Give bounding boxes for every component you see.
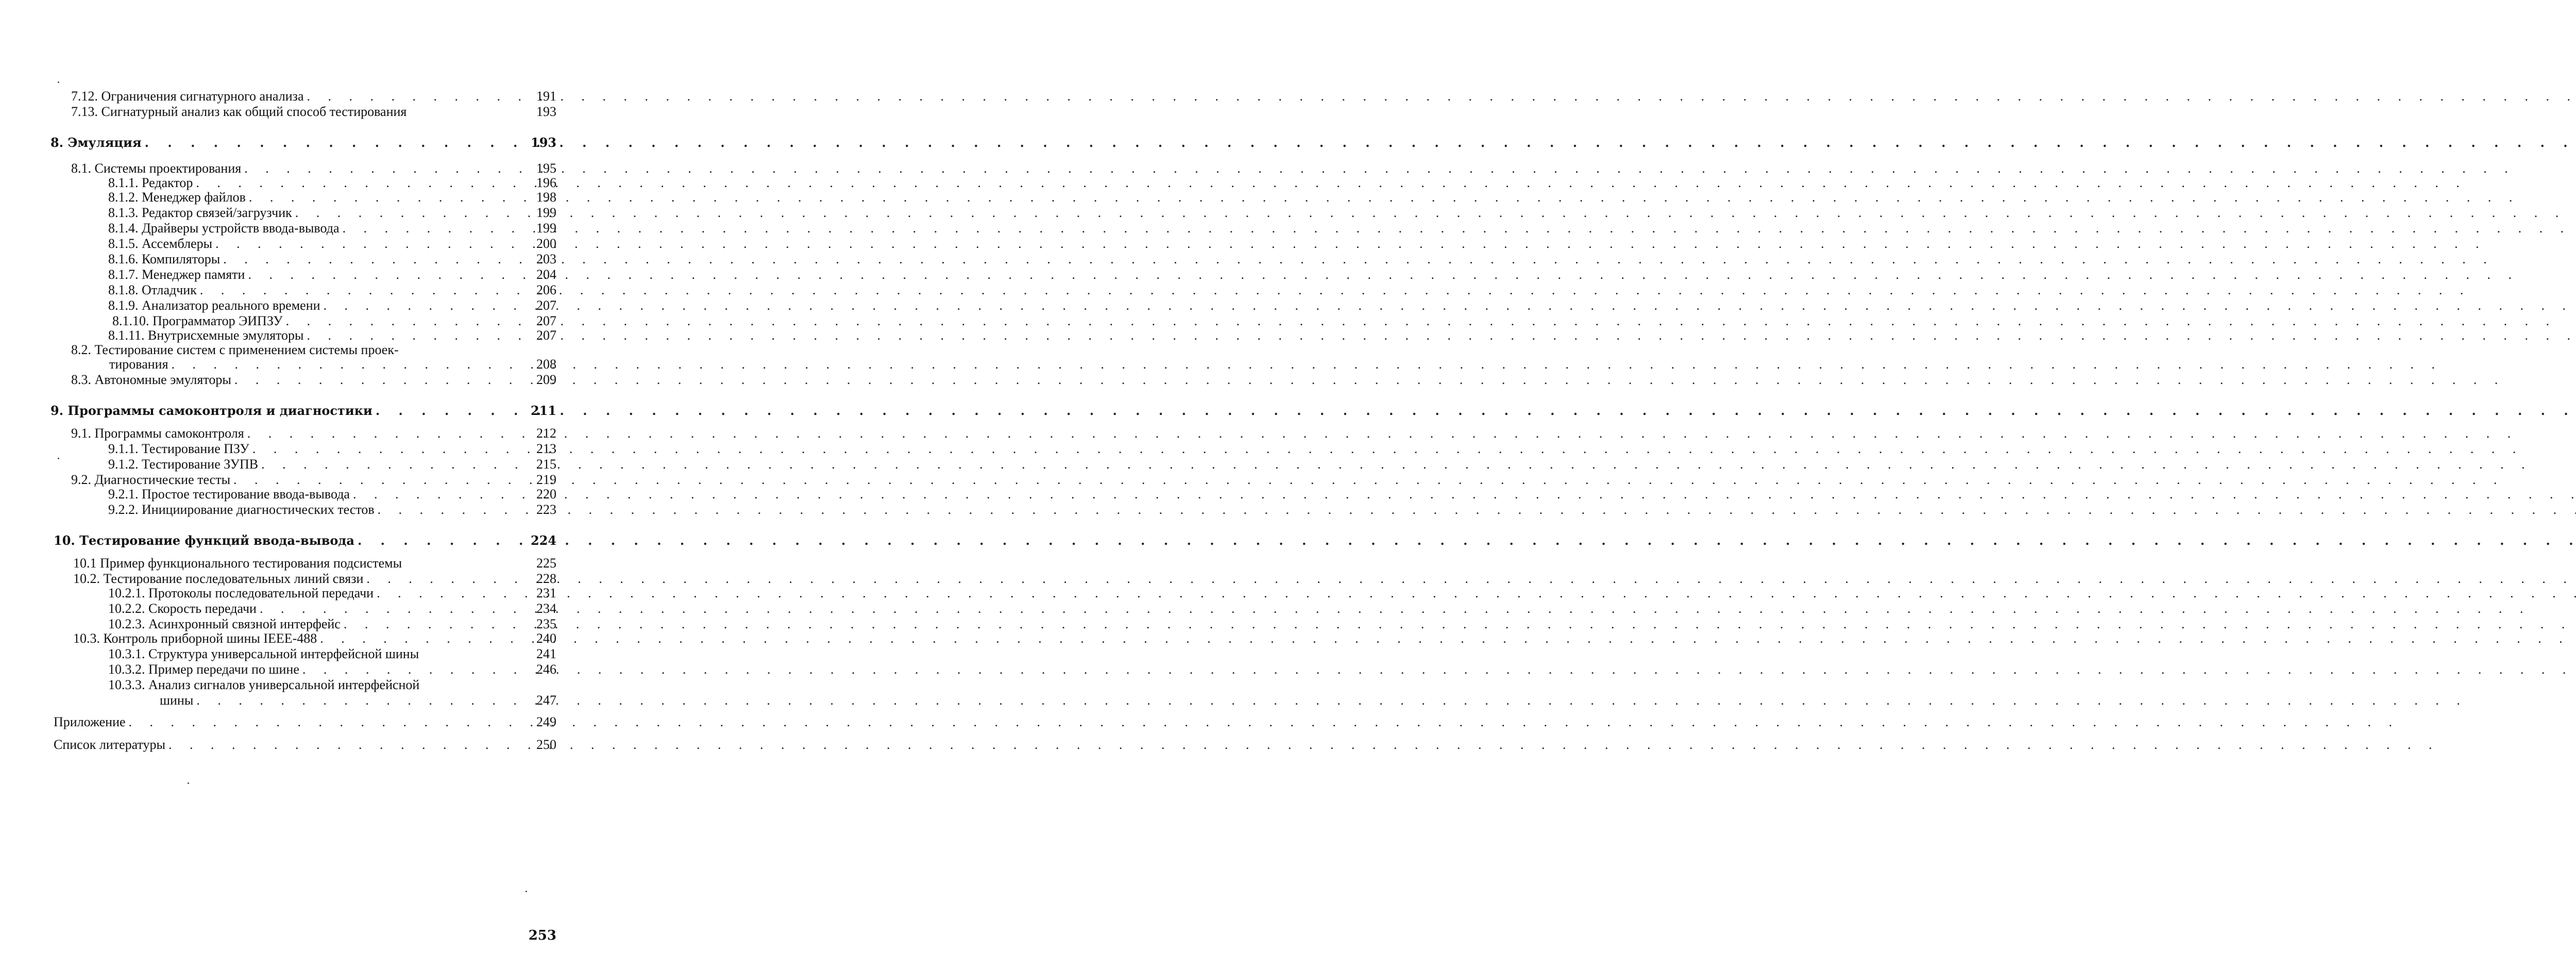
toc-entry-title: Тестирование систем с применением системы проек- xyxy=(94,342,399,357)
dot-leader xyxy=(343,221,2576,236)
dot-leader xyxy=(378,502,2576,518)
toc-entry-number: 10.2. xyxy=(73,571,104,586)
toc-entry xyxy=(71,342,526,358)
toc-entry-title: Структура универсальной интерфейсной шины xyxy=(148,646,419,661)
toc-entry-number: 10.2.3. xyxy=(108,616,148,631)
toc-entry-title: Пример передачи по шине xyxy=(148,662,299,677)
toc-entry-page: 212 xyxy=(536,426,556,441)
toc-entry xyxy=(108,267,556,282)
toc-entry-title: Скорость передачи xyxy=(148,601,257,616)
toc-entry xyxy=(108,616,556,632)
scan-speck xyxy=(58,81,59,83)
toc-entry-title: Асинхронный связной интерфейс xyxy=(148,616,341,631)
toc-entry-page: 234 xyxy=(536,601,556,616)
dot-leader xyxy=(376,403,2576,419)
toc-entry-page: 240 xyxy=(536,631,556,646)
toc-entry-number: 8.3. xyxy=(71,372,95,387)
toc-entry-title: Автономные эмуляторы xyxy=(94,372,231,387)
toc-entry xyxy=(108,205,556,221)
toc-entry-title: Редактор xyxy=(142,175,193,190)
toc-entry-page: 215 xyxy=(536,457,556,472)
book-page xyxy=(0,0,618,968)
toc-entry-number: 8.1.4. xyxy=(108,221,142,236)
toc-entry xyxy=(109,357,556,372)
toc-entry-number: 8.1.8. xyxy=(108,282,142,297)
dot-leader xyxy=(172,357,2443,372)
dot-leader xyxy=(223,252,2494,267)
toc-entry-number: 10.3.3. xyxy=(108,677,148,692)
toc-entry xyxy=(108,236,556,252)
toc-entry-number: 10.3.1. xyxy=(108,646,148,661)
toc-entry xyxy=(108,677,526,693)
toc-entry xyxy=(108,252,556,267)
toc-entry-page: 203 xyxy=(536,252,556,266)
toc-entry-number: 9.2.1. xyxy=(108,487,142,502)
toc-entry-page: 209 xyxy=(536,372,556,387)
toc-entry-title: Отладчик xyxy=(142,282,197,297)
toc-entry-title: Редактор связей/загрузчик xyxy=(142,205,292,220)
toc-entry-title: Инициирование диагностических тестов xyxy=(142,502,375,517)
toc-entry-title: Внутрисхемные эмуляторы xyxy=(148,328,304,343)
toc-entry-title: Эмуляция xyxy=(67,135,142,150)
toc-entry-page: 241 xyxy=(536,646,556,661)
toc-entry-title: Список литературы xyxy=(54,737,165,752)
toc-entry-page: 220 xyxy=(536,487,556,502)
toc-entry-page: 195 xyxy=(536,161,556,176)
toc-entry-title: Менеджер файлов xyxy=(142,190,246,205)
dot-leader xyxy=(233,472,2504,488)
toc-entry-page: 198 xyxy=(536,190,556,205)
toc-entry-number: 8.1.6. xyxy=(108,252,142,266)
dot-leader xyxy=(260,601,2531,616)
toc-chapter-entry xyxy=(50,403,557,419)
toc-entry-page: 191 xyxy=(536,89,556,104)
toc-entry-title: Тестирование функций ввода-вывода xyxy=(79,533,354,548)
toc-entry xyxy=(108,175,556,191)
toc-entry-number: 8.1.3. xyxy=(108,205,142,220)
toc-entry-number: 10.3. xyxy=(73,631,104,646)
toc-entry-title: Тестирование ЗУПВ xyxy=(142,457,259,472)
toc-chapter-entry xyxy=(50,135,557,151)
toc-entry xyxy=(71,426,556,441)
toc-entry xyxy=(108,586,556,601)
toc-entry-page: 228 xyxy=(536,571,556,586)
toc-entry-number: 10. xyxy=(54,533,80,548)
toc-entry-number: 9.2. xyxy=(71,472,95,487)
toc-entry-number: 9.1.1. xyxy=(108,441,142,456)
toc-entry-number: 8.1.5. xyxy=(108,236,142,251)
toc-entry xyxy=(108,601,556,616)
toc-entry xyxy=(71,89,556,104)
toc-entry-title: Программатор ЭИПЗУ xyxy=(152,313,283,328)
toc-entry-page: 199 xyxy=(536,221,556,236)
scan-speck xyxy=(526,891,527,892)
toc-entry xyxy=(108,441,556,457)
toc-entry xyxy=(108,646,556,662)
toc-entry-page: 231 xyxy=(536,586,556,600)
toc-entry xyxy=(71,104,556,120)
toc-entry-page: 223 xyxy=(536,502,556,517)
toc-entry-number: 8.1. xyxy=(71,161,95,176)
toc-chapter-entry xyxy=(54,533,557,548)
toc-entry xyxy=(108,190,556,205)
dot-leader xyxy=(247,426,2518,441)
toc-entry-title: Тестирование последовательных линий связи xyxy=(103,571,364,586)
toc-entry xyxy=(71,372,556,388)
toc-entry xyxy=(54,714,556,730)
toc-entry-title: Диагностические тесты xyxy=(94,472,231,487)
dot-leader xyxy=(353,487,2576,502)
toc-entry-page: 211 xyxy=(531,403,557,418)
toc-entry-title: шины xyxy=(160,693,194,708)
dot-leader xyxy=(324,298,2576,313)
toc-entry-number: 10.1 xyxy=(73,556,100,571)
toc-entry-page: 199 xyxy=(536,205,556,220)
toc-entry-title: Тестирование ПЗУ xyxy=(142,441,249,456)
toc-entry xyxy=(71,161,556,176)
toc-entry-title: Приложение xyxy=(54,714,126,729)
toc-entry xyxy=(73,631,556,646)
toc-entry xyxy=(73,571,556,587)
dot-leader xyxy=(261,457,2532,472)
toc-entry-title: Драйверы устройств ввода-вывода xyxy=(142,221,340,236)
toc-entry-page: 193 xyxy=(536,104,556,119)
toc-entry-number: 9. xyxy=(50,403,68,418)
dot-leader xyxy=(358,533,2576,548)
toc-entry xyxy=(160,693,556,708)
toc-entry-page: 196 xyxy=(536,175,556,190)
dot-leader xyxy=(302,662,2573,677)
toc-entry xyxy=(108,282,556,298)
dot-leader xyxy=(307,89,2576,104)
toc-entry-page: 207 xyxy=(536,328,556,343)
toc-entry xyxy=(108,487,556,502)
toc-entry-page: 235 xyxy=(536,616,556,631)
toc-entry-title: Анализатор реального времени xyxy=(142,298,320,313)
toc-entry-page: 213 xyxy=(536,441,556,456)
toc-entry-title: Контроль приборной шины IEEE-488 xyxy=(103,631,317,646)
toc-entry xyxy=(108,328,556,343)
toc-entry-title: Программы самоконтроля xyxy=(94,426,244,441)
dot-leader xyxy=(234,372,2505,388)
dot-leader xyxy=(249,190,2520,205)
toc-entry-title: Простое тестирование ввода-вывода xyxy=(142,487,350,502)
toc-entry-number: 7.12. xyxy=(71,89,101,104)
toc-entry xyxy=(108,662,556,677)
dot-leader xyxy=(377,586,2576,601)
dot-leader xyxy=(344,616,2576,632)
toc-entry-title: Ассемблеры xyxy=(142,236,213,251)
toc-entry-page: 250 xyxy=(536,737,556,752)
page-number: 253 xyxy=(528,928,556,943)
toc-entry-page: 246 xyxy=(536,662,556,677)
dot-leader xyxy=(168,737,2439,753)
toc-entry xyxy=(71,472,556,488)
toc-entry-title: Протоколы последовательной передачи xyxy=(148,586,374,600)
toc-entry xyxy=(108,502,556,518)
toc-entry xyxy=(73,556,556,571)
toc-entry-title: Пример функционального тестирования подсистемы xyxy=(100,556,402,571)
toc-entry-number: 8.1.11. xyxy=(108,328,148,343)
dot-leader xyxy=(252,441,2523,457)
toc-entry-page: 207 xyxy=(536,298,556,313)
toc-entry-title: Менеджер памяти xyxy=(142,267,245,282)
toc-entry-number: 8.1.1. xyxy=(108,175,142,190)
toc-entry-number: 8.1.10. xyxy=(112,313,152,328)
scan-speck xyxy=(58,458,59,459)
toc-entry-number: 10.3.2. xyxy=(108,662,148,677)
dot-leader xyxy=(248,267,2519,282)
toc-entry-number: 8.1.2. xyxy=(108,190,142,205)
toc-entry xyxy=(112,313,556,329)
toc-entry xyxy=(54,737,556,753)
toc-entry-number: 9.1.2. xyxy=(108,457,142,472)
toc-entry-page: 208 xyxy=(536,357,556,372)
toc-entry-page: 200 xyxy=(536,236,556,251)
toc-entry-title: Ограничения сигнатурного анализа xyxy=(101,89,304,104)
toc-entry-number: 9.1. xyxy=(71,426,95,441)
toc-entry-number: 8.2. xyxy=(71,342,95,357)
toc-entry-title: тирования xyxy=(109,357,168,372)
toc-entry-page: 204 xyxy=(536,267,556,282)
toc-entry-title: Анализ сигналов универсальной интерфейсной xyxy=(148,677,420,692)
dot-leader xyxy=(320,631,2576,646)
toc-entry-number: 10.2.1. xyxy=(108,586,148,600)
dot-leader xyxy=(366,571,2576,587)
toc-entry-page: 193 xyxy=(531,135,557,150)
toc-entry-title: Системы проектирования xyxy=(94,161,242,176)
dot-leader xyxy=(286,313,2557,329)
toc-entry xyxy=(108,457,556,472)
toc-entry-number: 7.13. xyxy=(71,104,101,119)
toc-entry-page: 249 xyxy=(536,714,556,729)
toc-entry-page: 207 xyxy=(536,313,556,328)
scan-speck xyxy=(188,782,189,784)
toc-entry xyxy=(108,298,556,313)
toc-entry-page: 225 xyxy=(536,556,556,571)
toc-entry-page: 224 xyxy=(531,533,557,548)
toc-entry xyxy=(108,221,556,236)
toc-entry-title: Сигнатурный анализ как общий способ тестирования xyxy=(101,104,407,119)
toc-entry-title: Программы самоконтроля и диагностики xyxy=(67,403,372,418)
dot-leader xyxy=(307,328,2576,343)
toc-entry-page: 247 xyxy=(536,693,556,708)
dot-leader xyxy=(295,205,2566,221)
dot-leader xyxy=(145,135,2576,151)
toc-entry-number: 10.2.2. xyxy=(108,601,148,616)
toc-entry-title: Компиляторы xyxy=(142,252,221,266)
toc-entry-number: 8.1.7. xyxy=(108,267,142,282)
toc-entry-number: 8.1.9. xyxy=(108,298,142,313)
toc-entry-page: 219 xyxy=(536,472,556,487)
toc-entry-number: 9.2.2. xyxy=(108,502,142,517)
toc-entry-number: 8. xyxy=(50,135,68,150)
dot-leader xyxy=(244,161,2515,176)
toc-entry-page: 206 xyxy=(536,282,556,297)
dot-leader xyxy=(129,714,2400,730)
